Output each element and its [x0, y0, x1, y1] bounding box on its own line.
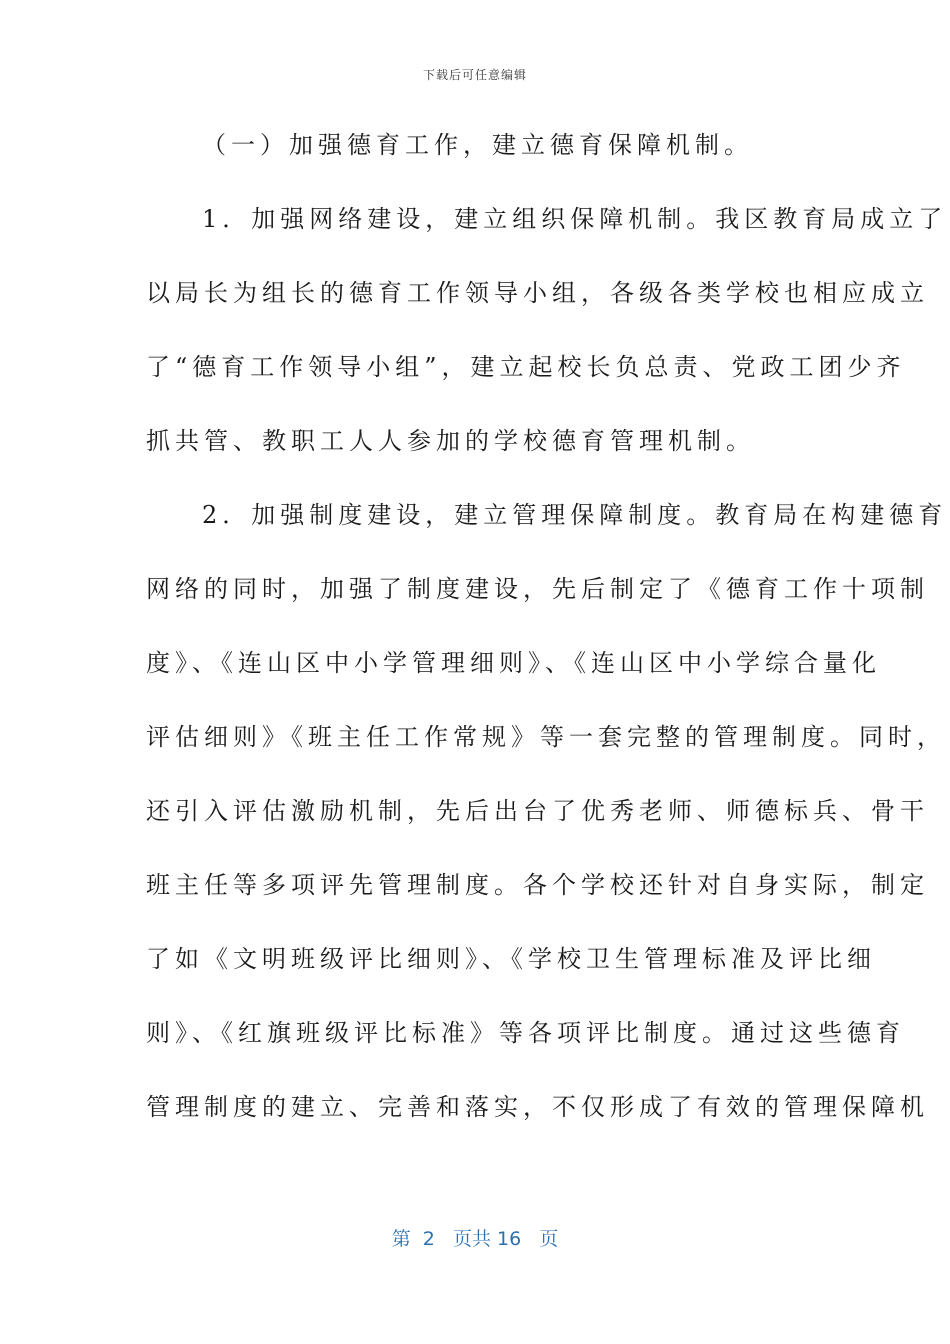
paragraph-1-line-4: 抓共管、教职工人人参加的学校德育管理机制。: [146, 427, 755, 455]
paragraph-1-line-3: 了“德育工作领导小组”，建立起校长负总责、党政工团少齐: [146, 353, 906, 381]
paragraph-2-line-3: 度》、《连山区中小学管理细则》、《连山区中小学综合量化: [146, 649, 881, 677]
paragraph-2-line-9: 管理制度的建立、完善和落实，不仅形成了有效的管理保障机: [146, 1093, 929, 1121]
paragraph-2-line-2: 网络的同时，加强了制度建设，先后制定了《德育工作十项制: [146, 575, 929, 603]
paragraph-2-line-1: 2．加强制度建设，建立管理保障制度。教育局在构建德育: [202, 501, 948, 529]
document-body: [146, 120, 948, 1156]
paragraph-1-line-1: 1．加强网络建设，建立组织保障机制。我区教育局成立了: [202, 205, 948, 233]
paragraph-1-line-2: 以局长为组长的德育工作领导小组，各级各类学校也相应成立: [146, 279, 929, 307]
paragraph-2-line-7: 了如《文明班级评比细则》、《学校卫生管理标准及评比细: [146, 945, 876, 973]
section-heading: （一）加强德育工作，建立德育保障机制。: [202, 131, 753, 159]
paragraph-2-line-8: 则》、《红旗班级评比标准》等各项评比制度。通过这些德育: [146, 1019, 905, 1047]
page-number: 第 2 页共 16 页: [391, 1228, 559, 1250]
paragraph-2-line-6: 班主任等多项评先管理制度。各个学校还针对自身实际，制定: [146, 871, 929, 899]
header-note: 下载后可任意编辑: [422, 68, 527, 82]
paragraph-2-line-5: 还引入评估激励机制，先后出台了优秀老师、师德标兵、骨干: [146, 797, 929, 825]
paragraph-2-line-4: 评估细则》《班主任工作常规》等一套完整的管理制度。同时，: [146, 723, 946, 751]
